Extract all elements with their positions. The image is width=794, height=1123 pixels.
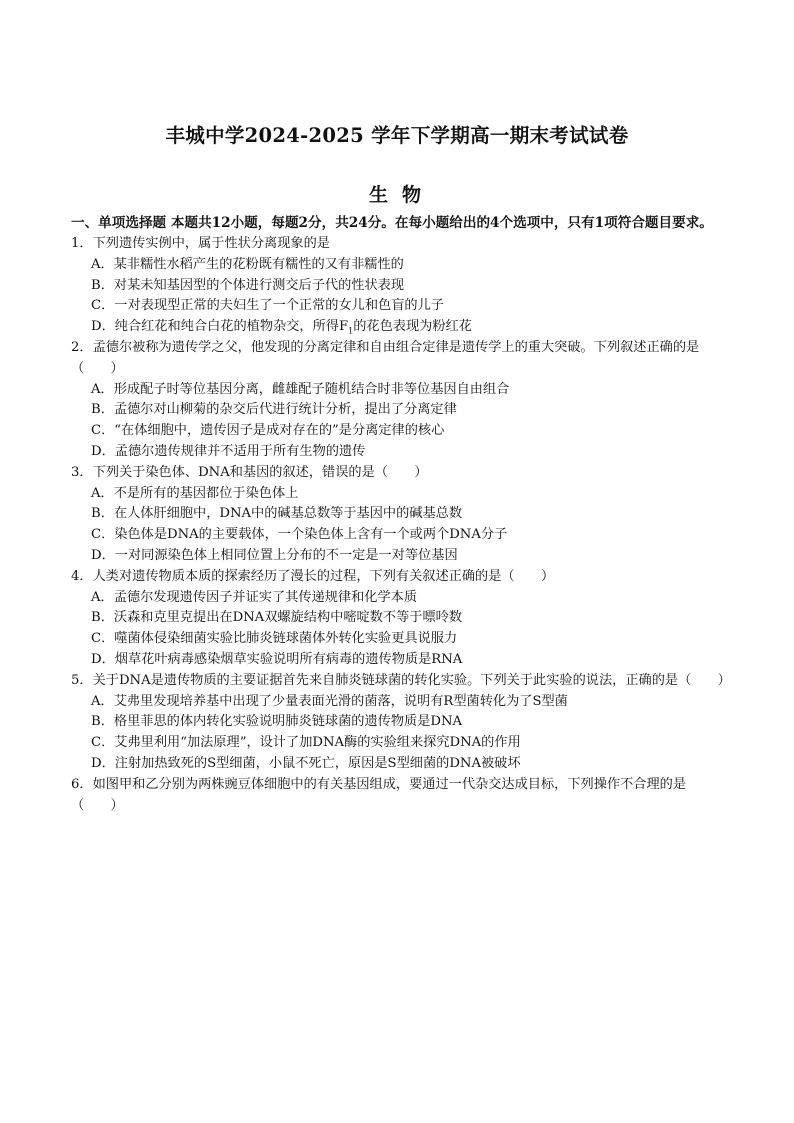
option-c: C．一对表现型正常的夫妇生了一个正常的女儿和色盲的儿子 (91, 298, 444, 314)
subject-title: 生物 (368, 184, 435, 206)
option-d: D．烟草花叶病毒感染烟草实验说明所有病毒的遗传物质是RNA (91, 651, 463, 667)
question-stem: 1．下列遗传实例中，属于性状分离现象的是 (71, 236, 330, 251)
question-stem: 2．孟德尔被称为遗传学之父，他发现的分离定律和自由组合定律是遗传学上的重大突破。下列叙述正确的是（ ） (71, 339, 700, 376)
option-d: D．孟德尔遗传规律并不适用于所有生物的遗传 (91, 443, 366, 459)
option-c: C．染色体是DNA的主要载体，一个染色体上含有一个或两个DNA分子 (91, 527, 508, 543)
question-6 (71, 775, 726, 817)
option-c: C．噬菌体侵染细菌实验比肺炎链球菌体外转化实验更具说服力 (91, 631, 458, 647)
section-heading: 一、单项选择题 本题共12小题，每题2分，共24分。在每小题给出的4个选项中，只有1项符合题目要求。 (71, 215, 713, 231)
option-c: C．艾弗里利用“加法原理”，设计了加DNA酶的实验组来探究DNA的作用 (91, 735, 521, 751)
option-b: B．格里菲思的体内转化实验说明肺炎链球菌的遗传物质是DNA (91, 714, 463, 730)
question-stem: 5．关于DNA是遗传物质的主要证据首先来自肺炎链球菌的转化实验。下列关于此实验的说法，正确的是（ ） (71, 672, 731, 688)
option-d-text: D．纯合红花和纯合白花的植物杂交，所得F (91, 319, 349, 335)
option-b: B．孟德尔对山柳菊的杂交后代进行统计分析，提出了分离定律 (91, 402, 457, 418)
option-d: D．注射加热致死的S型细菌，小鼠不死亡，原因是S型细菌的DNA被破坏 (91, 755, 521, 771)
option-a: A．艾弗里发现培养基中出现了少量表面光滑的菌落，说明有R型菌转化为了S型菌 (91, 693, 568, 709)
option-d: D．一对同源染色体上相同位置上分布的不一定是一对等位基因 (91, 547, 458, 563)
option-d (71, 317, 726, 338)
option-a: A．某非糯性水稻产生的花粉既有糯性的又有非糯性的 (91, 256, 404, 272)
option-a: A．形成配子时等位基因分离，雌雄配子随机结合时非等位基因自由组合 (91, 381, 510, 397)
option-d-suffix: 的花色表现为粉红花 (353, 319, 472, 335)
question-2 (71, 338, 726, 463)
option-a: A．孟德尔发现遗传因子并证实了其传递规律和化学本质 (91, 589, 418, 605)
option-b: B．在人体肝细胞中，DNA中的碱基总数等于基因中的碱基总数 (91, 506, 463, 522)
option-b: B．沃森和克里克提出在DNA双螺旋结构中嘧啶数不等于嘌呤数 (91, 610, 463, 626)
question-stem: 3．下列关于染色体、DNA和基因的叙述，错误的是（ ） (71, 464, 428, 480)
question-5 (71, 671, 731, 775)
question-4 (71, 567, 726, 671)
question-3 (71, 463, 726, 567)
question-stem: 4．人类对遗传物质本质的探索经历了漫长的过程，下列有关叙述正确的是（ ） (71, 568, 555, 584)
subscript: 1 (348, 326, 354, 336)
exam-content (71, 213, 731, 816)
exam-title: 丰城中学2024-2025 学年下学期高一期末考试试卷 (165, 124, 629, 147)
option-a: A．不是所有的基因都位于染色体上 (91, 485, 299, 501)
question-stem: 6．如图甲和乙分别为两株豌豆体细胞中的有关基因组成，要通过一代杂交达成目标，下列操作不合理的是（ ） (71, 776, 687, 813)
option-b: B．对某未知基因型的个体进行测交后子代的性状表现 (91, 277, 405, 293)
option-c: C．“在体细胞中，遗传因子是成对存在的”是分离定律的核心 (91, 423, 445, 439)
question-1 (71, 234, 726, 338)
